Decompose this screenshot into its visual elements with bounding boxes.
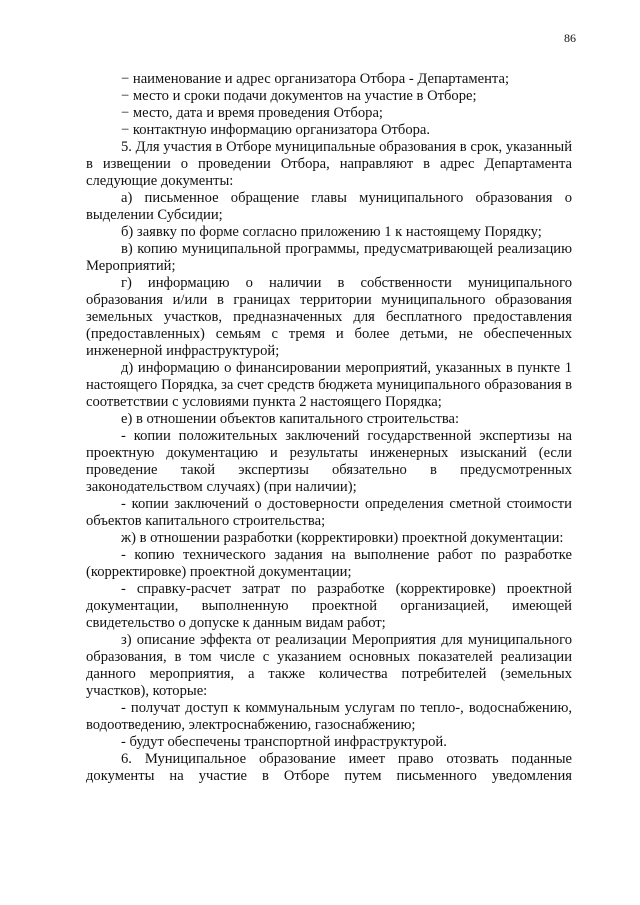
paragraph-item-5: 5. Для участия в Отборе муниципальные образования в срок, указанный в извещении о проведении Отбора, направляют в адрес Департамента следующие документы: [86, 139, 572, 189]
page-number: 86 [564, 31, 576, 45]
paragraph-dash-1: − наименование и адрес организатора Отбора - Департамента; [121, 71, 510, 87]
paragraph-item-e-sub-1: - копии положительных заключений государственной экспертизы на проектную документацию и результаты инженерных изысканий (если проведение такой экспертизы обязательно в предусмотренных законодательством случаях) (при наличии); [86, 428, 572, 495]
paragraph-item-g: г) информацию о наличии в собственности муниципального образования и/или в границах территории муниципального образования земельных участков, предназначенных для бесплатного предоставления (предоставленных) семьям с тремя и более детьми, не обеспеченных инженерной инфраструктурой; [86, 275, 572, 359]
paragraph-item-v: в) копию муниципальной программы, предусматривающей реализацию Мероприятий; [86, 241, 572, 274]
paragraph-item-e-sub-2: - копии заключений о достоверности определения сметной стоимости объектов капитального строительства; [86, 496, 572, 529]
paragraph-dash-4: − контактную информацию организатора Отбора. [121, 122, 431, 138]
paragraph-item-zh: ж) в отношении разработки (корректировки) проектной документации: [121, 530, 564, 546]
paragraph-item-d: д) информацию о финансировании мероприятий, указанных в пункте 1 настоящего Порядка, за счет средств бюджета муниципального образования в соответствии с условиями пункта 2 настоящего Порядка; [86, 360, 572, 410]
paragraph-item-z-sub-1: - получат доступ к коммунальным услугам по тепло-, водоснабжению, водоотведению, электроснабжению, газоснабжению; [86, 700, 572, 733]
paragraph-item-e: е) в отношении объектов капитального строительства: [121, 411, 460, 427]
paragraph-item-a: а) письменное обращение главы муниципального образования о выделении Субсидии; [86, 190, 572, 223]
document-body [86, 71, 572, 785]
paragraph-item-zh-sub-2: - справку-расчет затрат по разработке (корректировке) проектной документации, выполненную проектной организацией, имеющей свидетельство о допуске к данным видам работ; [86, 581, 572, 631]
paragraph-item-b: б) заявку по форме согласно приложению 1 к настоящему Порядку; [121, 224, 542, 240]
paragraph-item-6: 6. Муниципальное образование имеет право отозвать поданные документы на участие в Отборе путем письменного уведомления [86, 751, 572, 784]
paragraph-item-z: з) описание эффекта от реализации Мероприятия для муниципального образования, в том числе с указанием основных показателей реализации данного мероприятия, а также количества потребителей (земельных участков), которые: [86, 632, 572, 699]
paragraph-dash-3: − место, дата и время проведения Отбора; [121, 105, 383, 121]
paragraph-dash-2: − место и сроки подачи документов на участие в Отборе; [121, 88, 477, 104]
paragraph-item-z-sub-2: - будут обеспечены транспортной инфраструктурой. [121, 734, 447, 750]
paragraph-item-zh-sub-1: - копию технического задания на выполнение работ по разработке (корректировке) проектной документации; [86, 547, 572, 580]
